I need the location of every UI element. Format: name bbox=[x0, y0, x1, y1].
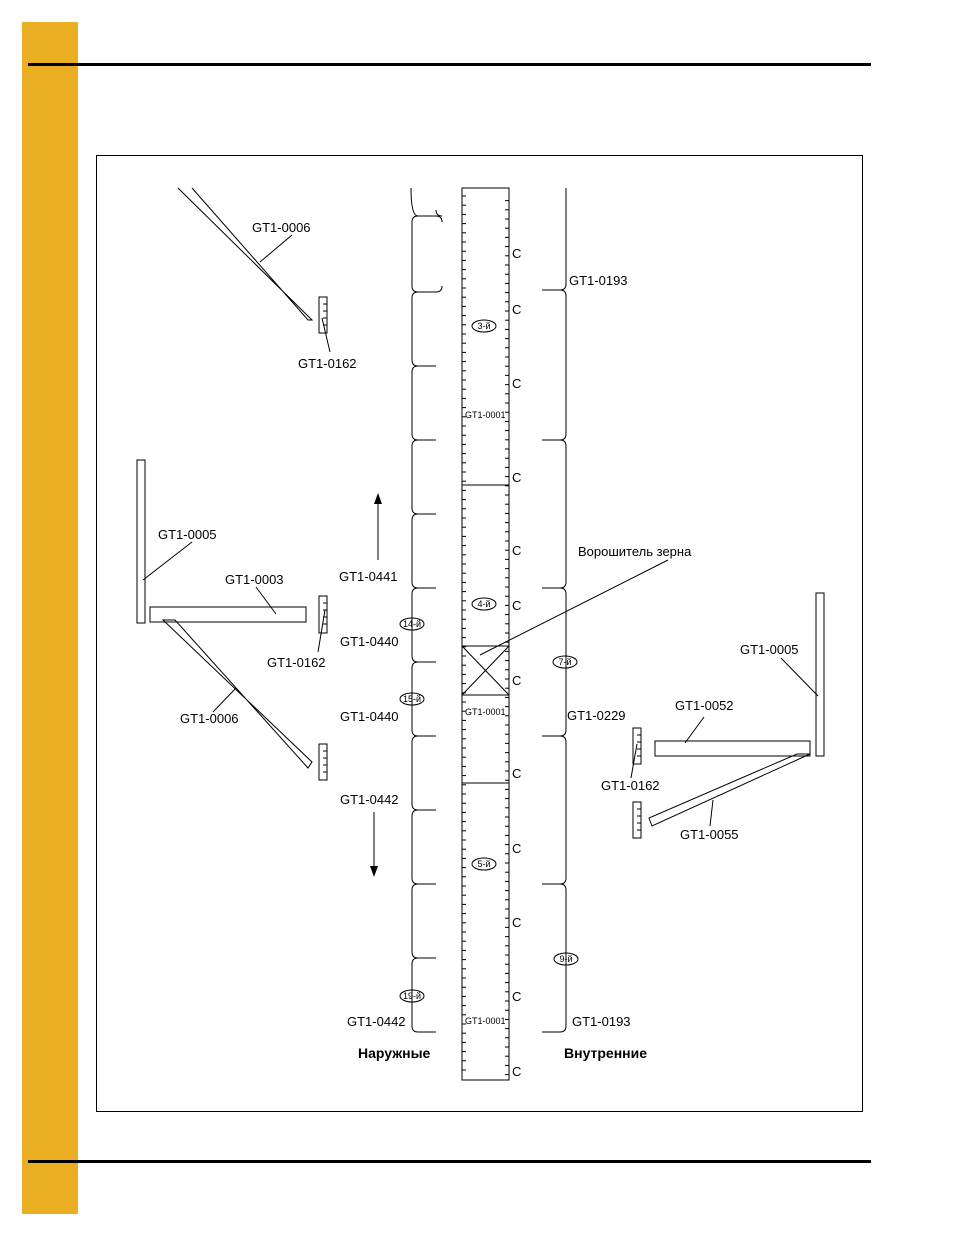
column-outer-title: Наружные bbox=[358, 1045, 431, 1061]
gt1-0055-leader bbox=[710, 800, 713, 826]
clip-mark-c: C bbox=[512, 766, 522, 781]
label-gt1-0442-b: GT1-0442 bbox=[347, 1014, 406, 1029]
label-gt1-0052: GT1-0052 bbox=[675, 698, 734, 713]
outer-sheet-1 bbox=[411, 188, 418, 292]
stirrer-cross bbox=[462, 646, 509, 695]
part-gt1-0006-top bbox=[178, 188, 312, 320]
label-gt1-0162-right: GT1-0162 bbox=[601, 778, 660, 793]
gt1-0003-leader bbox=[256, 587, 276, 614]
label-gt1-0003: GT1-0003 bbox=[225, 572, 284, 587]
bracket-0162-mid bbox=[319, 596, 327, 633]
label-stirrer: Ворошитель зерна bbox=[578, 544, 692, 559]
label-gt1-0001-b: GT1-0001 bbox=[465, 707, 506, 717]
arrow-up-icon bbox=[374, 493, 382, 504]
label-gt1-0001-a: GT1-0001 bbox=[465, 410, 506, 420]
part-gt1-0052 bbox=[655, 741, 810, 756]
clip-mark-c: C bbox=[512, 915, 522, 930]
label-gt1-0193-bottom: GT1-0193 bbox=[572, 1014, 631, 1029]
pos-14-label: 14-й bbox=[402, 619, 422, 629]
gt1-0052-leader bbox=[685, 717, 704, 743]
label-gt1-0442-a: GT1-0442 bbox=[340, 792, 399, 807]
bracket-0162-low bbox=[319, 744, 327, 780]
part-gt1-0006-mid bbox=[163, 620, 312, 768]
gt1-0005-leader-right bbox=[781, 658, 818, 696]
outer-sheet-4 bbox=[412, 588, 418, 736]
gt1-0005-leader-left bbox=[143, 542, 192, 580]
label-gt1-0006-top: GT1-0006 bbox=[252, 220, 311, 235]
clip-mark-c: C bbox=[512, 841, 522, 856]
stirrer-leader bbox=[480, 560, 668, 655]
pos-5-label: 5-й bbox=[477, 859, 491, 869]
label-gt1-0440-b: GT1-0440 bbox=[340, 709, 399, 724]
clip-mark-c: C bbox=[512, 246, 522, 261]
label-gt1-0229: GT1-0229 bbox=[567, 708, 626, 723]
outer-sheet-3 bbox=[412, 440, 418, 588]
column-inner-title: Внутренние bbox=[564, 1045, 648, 1061]
label-gt1-0006-mid: GT1-0006 bbox=[180, 711, 239, 726]
clip-mark-c: C bbox=[512, 302, 522, 317]
label-gt1-0193-top: GT1-0193 bbox=[569, 273, 628, 288]
part-gt1-0005-right bbox=[816, 593, 824, 756]
label-gt1-0162-top: GT1-0162 bbox=[298, 356, 357, 371]
pos-9-label: 9-й bbox=[559, 954, 573, 964]
inner-sheets bbox=[542, 188, 566, 1032]
bracket-0162-right-low bbox=[633, 802, 641, 838]
label-gt1-0001-c: GT1-0001 bbox=[465, 1016, 506, 1026]
clip-mark-c: C bbox=[512, 989, 522, 1004]
pos-15-label: 15-й bbox=[402, 694, 422, 704]
outer-sheet-2 bbox=[412, 210, 442, 440]
label-gt1-0440-a: GT1-0440 bbox=[340, 634, 399, 649]
label-gt1-0055: GT1-0055 bbox=[680, 827, 739, 842]
clip-mark-c: C bbox=[512, 376, 522, 391]
outer-tabs bbox=[418, 216, 442, 1032]
pos-3-label: 3-й bbox=[477, 321, 491, 331]
label-gt1-0162-mid: GT1-0162 bbox=[267, 655, 326, 670]
label-gt1-0005-left: GT1-0005 bbox=[158, 527, 217, 542]
clip-mark-c: C bbox=[512, 598, 522, 613]
gt1-0006-leader-mid bbox=[213, 688, 236, 712]
pos-7-label: 7-й bbox=[558, 657, 572, 667]
part-gt1-0055 bbox=[649, 754, 810, 826]
gt1-0006-leader bbox=[260, 235, 292, 262]
bracket-0162-top bbox=[319, 297, 327, 333]
label-gt1-0005-right: GT1-0005 bbox=[740, 642, 799, 657]
clip-mark-c: C bbox=[512, 673, 522, 688]
pos-19-label: 19-й bbox=[402, 991, 422, 1001]
ladder-dividers bbox=[462, 485, 509, 783]
outer-sheet-5 bbox=[412, 736, 418, 884]
gt1-0162-leader-right bbox=[631, 744, 637, 778]
clip-mark-c: C bbox=[512, 543, 522, 558]
outer-sheet-6 bbox=[412, 884, 418, 1032]
label-gt1-0441: GT1-0441 bbox=[339, 569, 398, 584]
clip-mark-c: C bbox=[512, 470, 522, 485]
pos-4-label: 4-й bbox=[477, 599, 491, 609]
gt1-0162-leader-top bbox=[322, 318, 330, 352]
part-gt1-0005-left bbox=[137, 460, 145, 623]
clip-mark-c: C bbox=[512, 1064, 522, 1079]
arrow-down-icon bbox=[370, 866, 378, 877]
